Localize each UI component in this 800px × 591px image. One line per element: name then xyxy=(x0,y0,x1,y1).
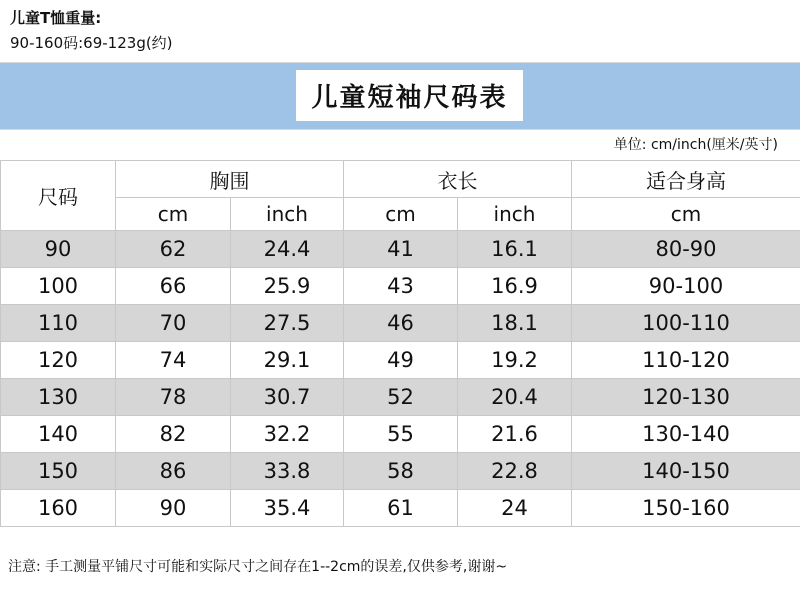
length-inch-cell: 20.4 xyxy=(458,379,572,416)
height-cell: 110-120 xyxy=(572,342,800,379)
length-header: 衣长 xyxy=(344,161,572,198)
chest-cm-header: cm xyxy=(116,198,231,231)
chest-inch-cell: 25.9 xyxy=(231,268,344,305)
length-inch-header: inch xyxy=(458,198,572,231)
height-cell: 90-100 xyxy=(572,268,800,305)
unit-note: 单位: cm/inch(厘米/英寸) xyxy=(613,137,778,153)
height-cell: 130-140 xyxy=(572,416,800,453)
chest-inch-cell: 33.8 xyxy=(231,453,344,490)
table-row xyxy=(1,490,800,527)
table-row xyxy=(1,231,800,268)
measurement-disclaimer: 注意: 手工测量平铺尺寸可能和实际尺寸之间存在1--2cm的误差,仅供参考,谢谢~ xyxy=(8,559,508,575)
length-cm-cell: 61 xyxy=(344,490,458,527)
chest-inch-cell: 24.4 xyxy=(231,231,344,268)
table-row xyxy=(1,268,800,305)
chest-cm-cell: 86 xyxy=(116,453,231,490)
size-cell: 100 xyxy=(1,268,116,305)
length-inch-cell: 18.1 xyxy=(458,305,572,342)
size-column-header: 尺码 xyxy=(1,161,116,231)
table-row xyxy=(1,379,800,416)
length-inch-cell: 19.2 xyxy=(458,342,572,379)
chest-inch-cell: 29.1 xyxy=(231,342,344,379)
size-cell: 120 xyxy=(1,342,116,379)
size-cell: 160 xyxy=(1,490,116,527)
size-chart-table xyxy=(0,160,800,527)
table-row xyxy=(1,342,800,379)
table-row xyxy=(1,453,800,490)
chest-cm-cell: 70 xyxy=(116,305,231,342)
length-cm-cell: 41 xyxy=(344,231,458,268)
chest-cm-cell: 74 xyxy=(116,342,231,379)
length-cm-cell: 55 xyxy=(344,416,458,453)
chest-cm-cell: 78 xyxy=(116,379,231,416)
length-cm-cell: 43 xyxy=(344,268,458,305)
height-cm-header: cm xyxy=(572,198,800,231)
table-row xyxy=(1,305,800,342)
length-inch-cell: 16.1 xyxy=(458,231,572,268)
chest-inch-cell: 32.2 xyxy=(231,416,344,453)
length-cm-cell: 58 xyxy=(344,453,458,490)
length-cm-cell: 49 xyxy=(344,342,458,379)
size-cell: 90 xyxy=(1,231,116,268)
table-row xyxy=(1,416,800,453)
chest-cm-cell: 62 xyxy=(116,231,231,268)
weight-heading: 儿童T恤重量: xyxy=(10,9,102,27)
length-inch-cell: 16.9 xyxy=(458,268,572,305)
height-cell: 150-160 xyxy=(572,490,800,527)
chest-inch-cell: 27.5 xyxy=(231,305,344,342)
length-inch-cell: 24 xyxy=(458,490,572,527)
height-cell: 120-130 xyxy=(572,379,800,416)
size-cell: 130 xyxy=(1,379,116,416)
length-cm-header: cm xyxy=(344,198,458,231)
chest-cm-cell: 90 xyxy=(116,490,231,527)
length-inch-cell: 21.6 xyxy=(458,416,572,453)
chart-title: 儿童短袖尺码表 xyxy=(296,70,523,121)
chest-cm-cell: 82 xyxy=(116,416,231,453)
height-cell: 140-150 xyxy=(572,453,800,490)
height-header: 适合身高 xyxy=(572,161,800,198)
chest-inch-header: inch xyxy=(231,198,344,231)
chest-inch-cell: 30.7 xyxy=(231,379,344,416)
title-banner xyxy=(0,62,800,130)
height-cell: 80-90 xyxy=(572,231,800,268)
size-cell: 150 xyxy=(1,453,116,490)
length-cm-cell: 46 xyxy=(344,305,458,342)
chest-cm-cell: 66 xyxy=(116,268,231,305)
chest-inch-cell: 35.4 xyxy=(231,490,344,527)
length-cm-cell: 52 xyxy=(344,379,458,416)
height-cell: 100-110 xyxy=(572,305,800,342)
size-cell: 110 xyxy=(1,305,116,342)
length-inch-cell: 22.8 xyxy=(458,453,572,490)
chest-header: 胸围 xyxy=(116,161,344,198)
size-cell: 140 xyxy=(1,416,116,453)
weight-range: 90-160码:69-123g(约) xyxy=(10,34,173,52)
